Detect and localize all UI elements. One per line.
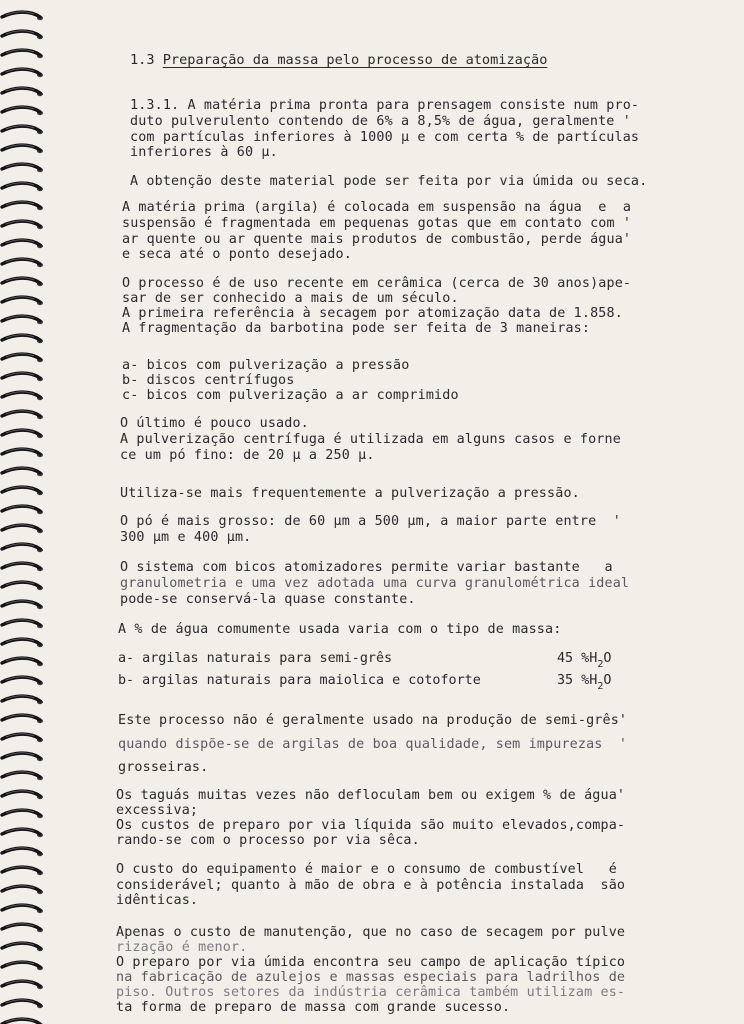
text-line: Os taguás muitas vezes não defloculam bem ou exigem % de água' bbox=[116, 788, 626, 803]
text-line: O custo do equipamento é maior e o consumo de combustível é bbox=[116, 862, 617, 877]
text-line: A % de água comumente usada varia com o tipo de massa: bbox=[118, 622, 562, 637]
section-number: 1.3 bbox=[130, 52, 155, 68]
water-row-a-label: a- argilas naturais para semi-grês bbox=[118, 651, 393, 666]
text-line: ar quente ou ar quente mais produtos de combustão, perde água' bbox=[122, 232, 632, 247]
text-line: Os custos de preparo por via líquida são muito elevados,compa- bbox=[116, 818, 626, 833]
list-item: c- bicos com pulverização a ar comprimido bbox=[122, 388, 459, 403]
text-line: O processo é de uso recente em cerâmica (cerca de 30 anos)ape- bbox=[122, 276, 632, 291]
text-line: excessiva; bbox=[116, 803, 199, 818]
text-line: A primeira referência à secagem por atomização data de 1.858. bbox=[122, 306, 623, 321]
text-line: quando dispõe-se de argilas de boa qualidade, sem impurezas ' bbox=[118, 737, 628, 752]
text-line: O último é pouco usado. bbox=[120, 416, 309, 431]
section-heading bbox=[130, 52, 547, 68]
text-line: piso. Outros setores da indústria cerâmica também utilizam es- bbox=[116, 985, 626, 1000]
text-line: O sistema com bicos atomizadores permite variar bastante a bbox=[120, 560, 613, 575]
section-title: Preparação da massa pelo processo de atomização bbox=[162, 52, 548, 68]
text-line: considerável; quanto à mão de obra e à potência instalada são bbox=[116, 878, 626, 893]
text-line: granulometria e uma vez adotada uma curva granulométrica ideal bbox=[120, 576, 630, 591]
text-line: na fabricação de azulejos e massas especiais para ladrilhos de bbox=[116, 970, 626, 985]
text-line: sar de ser conhecido a mais de um século. bbox=[122, 291, 459, 306]
text-line: Este processo não é geralmente usado na produção de semi-grês' bbox=[118, 713, 628, 728]
text-line: O pó é mais grosso: de 60 µm a 500 µm, a maior parte entre ' bbox=[120, 514, 621, 529]
text-line: A fragmentação da barbotina pode ser feita de 3 maneiras: bbox=[122, 321, 591, 336]
text-line: grosseiras. bbox=[118, 760, 209, 775]
text-line: Apenas o custo de manutenção, que no caso de secagem por pulve bbox=[116, 925, 626, 940]
text-line: inferiores à 60 µ. bbox=[130, 145, 278, 160]
text-line: e seca até o ponto desejado. bbox=[122, 247, 352, 262]
list-item: a- bicos com pulverização a pressão bbox=[122, 358, 410, 373]
text-line: duto pulverulento contendo de 6% a 8,5% de água, geralmente ' bbox=[130, 114, 631, 129]
text-line: pode-se conservá-la quase constante. bbox=[120, 592, 416, 607]
text-line: idênticas. bbox=[116, 893, 199, 908]
text-line: Utiliza-se mais frequentemente a pulverização a pressão. bbox=[120, 486, 580, 501]
text-line: rização é menor. bbox=[116, 940, 248, 955]
text-line: com partículas inferiores à 1000 µ e com certa % de partículas bbox=[130, 130, 640, 145]
text-line: 1.3.1. A matéria prima pronta para prensagem consiste num pro- bbox=[130, 98, 640, 113]
text-line: suspensão é fragmentada em pequenas gotas que em contato com ' bbox=[122, 216, 632, 231]
list-item: b- discos centrífugos bbox=[122, 373, 295, 388]
text-line: A pulverização centrífuga é utilizada em alguns casos e forne bbox=[120, 432, 621, 447]
text-line: A obtenção deste material pode ser feita por via úmida ou seca. bbox=[130, 174, 648, 189]
text-line: O preparo por via úmida encontra seu campo de aplicação típico bbox=[116, 955, 626, 970]
water-row-a-value: 45 $\%H_2O$ bbox=[557, 651, 612, 670]
water-row-b-label: b- argilas naturais para maiolica e cotoforte bbox=[118, 673, 481, 688]
text-line: ce um pó fino: de 20 µ a 250 µ. bbox=[120, 448, 375, 463]
text-line: rando-se com o processo por via sêca. bbox=[116, 833, 420, 848]
text-line: ta forma de preparo de massa com grande sucesso. bbox=[116, 1000, 511, 1015]
text-line: 300 µm e 400 µm. bbox=[120, 530, 252, 545]
text-line: A matéria prima (argila) é colocada em suspensão na água e a bbox=[122, 200, 632, 215]
water-row-b-value: 35 $\%H_2O$ bbox=[557, 673, 612, 692]
